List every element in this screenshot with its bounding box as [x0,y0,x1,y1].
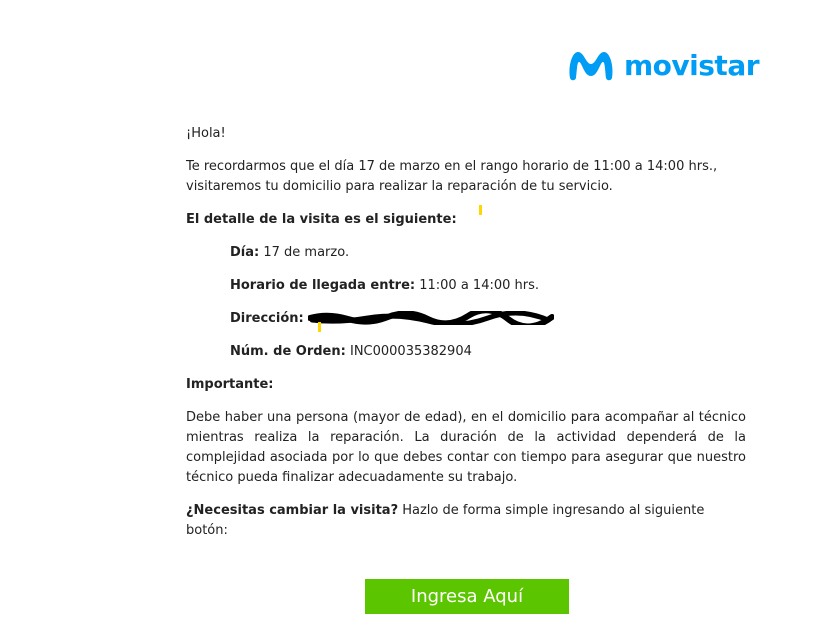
important-body: Debe haber una persona (mayor de edad), en el domicilio para acompañar al técnico mientras realiza la reparación. La duración de la actividad dependerá de la complejidad asociada por lo que debes contar con tiempo para asegurar que nuestro técnico pueda finalizar adecuadamente su trabajo. [186,410,746,485]
address-label: Dirección: [230,311,304,326]
ingresa-aqui-button[interactable]: Ingresa Aquí [365,579,569,614]
change-visit-text [186,501,746,541]
change-instructions: Hazlo de forma simple ingresando al siguiente botón: [186,503,705,538]
change-question: ¿Necesitas cambiar la visita? [186,503,399,518]
order-label: Núm. de Orden: [230,344,346,359]
greeting: ¡Hola! [186,126,226,141]
redacted-address [308,311,554,325]
detail-arrival [230,276,746,296]
detail-heading: El detalle de la visita es el siguiente: [186,212,457,227]
arrival-value: 11:00 a 14:00 hrs. [419,278,540,293]
important-heading: Importante: [186,377,274,392]
intro-text: Te recordarmos que el día 17 de marzo en el rango horario de 11:00 a 14:00 hrs., visitaremos tu domicilio para realizar la reparación de tu servicio. [186,159,718,194]
day-value: 17 de marzo. [263,245,350,260]
movistar-m-icon [566,48,616,82]
detail-day [230,243,746,263]
detail-order [230,342,746,362]
order-value: INC000035382904 [349,344,472,359]
brand-name: movistar [624,48,760,82]
movistar-logo [566,48,759,82]
email-body [186,124,746,541]
day-label: Día: [230,245,260,260]
detail-address [230,309,746,329]
text-cursor-mark [318,322,321,332]
arrival-label: Horario de llegada entre: [230,278,416,293]
text-cursor-mark [479,205,482,215]
visit-details [186,243,746,362]
